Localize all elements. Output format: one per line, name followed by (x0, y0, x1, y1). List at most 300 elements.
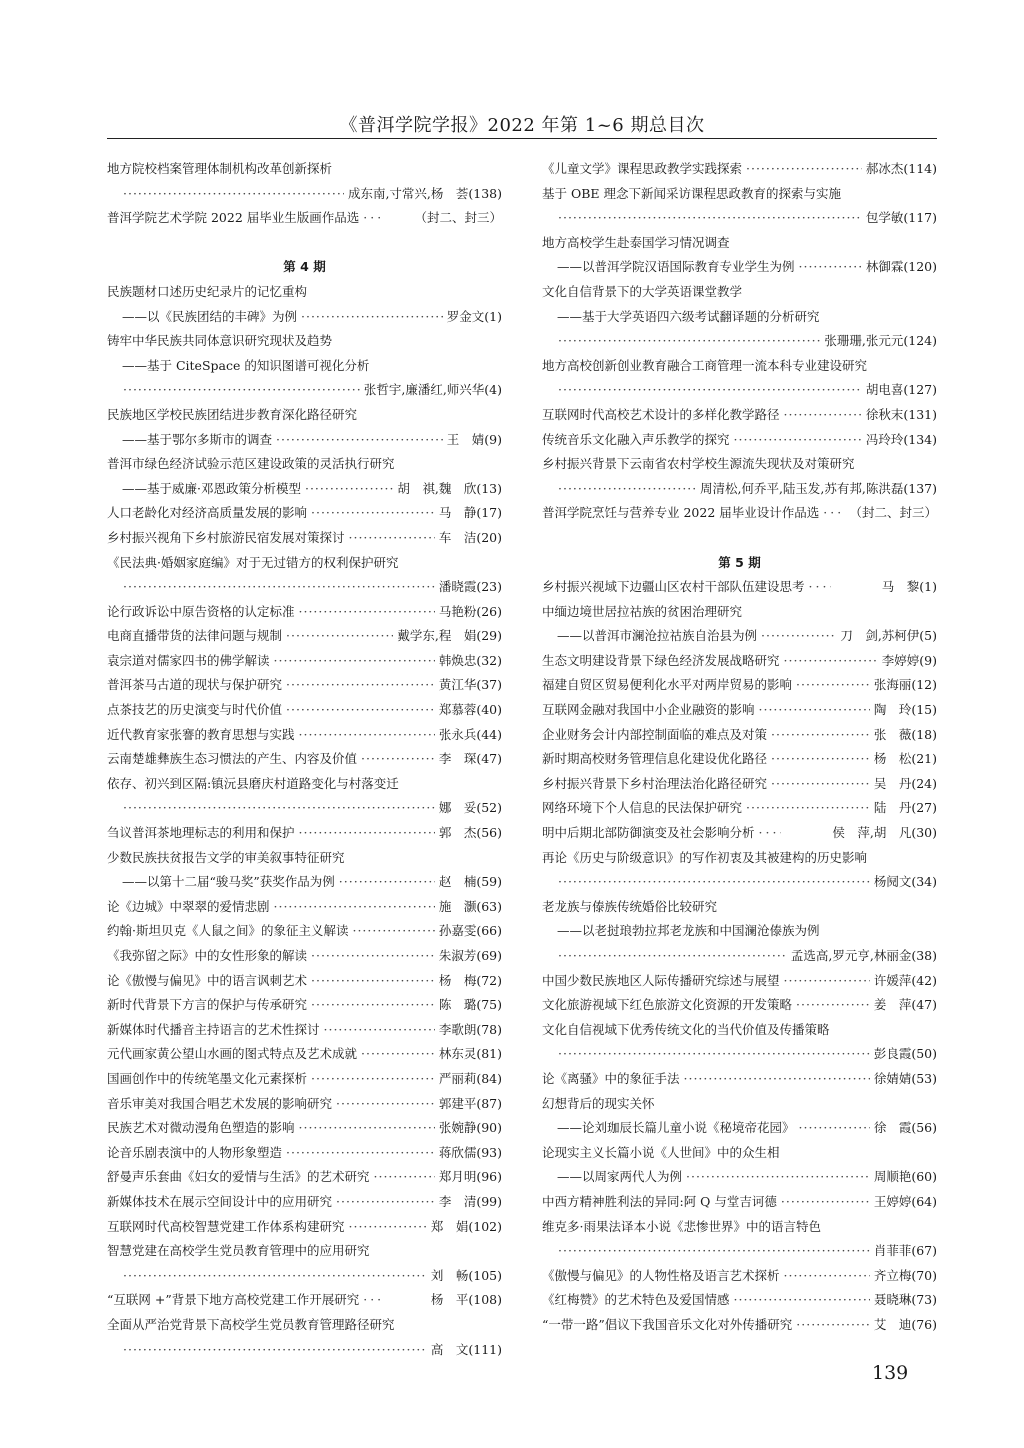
leader-dots (352, 919, 434, 944)
article-title-text: ——基于大学英语四六级考试翻译题的分析研究 (557, 308, 820, 324)
author-page-ref: 张珊珊,张元元(124) (824, 333, 937, 349)
article-title-text: 袁宗道对儒家四书的佛学解读 (107, 652, 270, 668)
toc-entry (107, 993, 502, 1018)
author-page-ref: 聂晓琳(73) (873, 1292, 937, 1308)
leader-dots (361, 747, 435, 772)
article-title-text: ——论刘珈辰长篇儿童小说《秘境帝花园》 (557, 1120, 795, 1136)
leader-dots (761, 624, 836, 649)
author-page-ref: 郭 杰(56) (438, 825, 502, 841)
leader-dots (123, 182, 344, 207)
leader-dots (274, 649, 435, 674)
author-page-ref: 张永兵(44) (438, 726, 502, 742)
author-page-ref: 周顺艳(60) (873, 1169, 937, 1185)
article-title-text: 文化自信视域下优秀传统文化的当代价值及传播策略 (542, 1021, 830, 1037)
toc-entry (542, 1165, 937, 1190)
author-page-ref: 周清松,何乔平,陆玉发,苏有邦,陈洪磊(137) (699, 480, 937, 496)
article-title-text: 中缅边境世居拉祜族的贫困治理研究 (542, 603, 743, 619)
leader-dots (759, 821, 781, 846)
leader-dots (349, 1215, 427, 1240)
article-title-text: 普洱茶马古道的现状与保护研究 (107, 677, 283, 693)
leader-dots (558, 378, 862, 403)
author-page-ref: 施 灏(63) (438, 898, 502, 914)
leader-dots (286, 1141, 435, 1166)
toc-entry (542, 993, 937, 1018)
article-title-text: 铸牢中华民族共同体意识研究现状及趋势 (107, 333, 333, 349)
article-title-text: “互联网 +”背景下地方高校党建工作开展研究 (107, 1292, 360, 1308)
leader-dots (311, 993, 435, 1018)
article-title-text: ——以《民族团结的丰碑》为例 (122, 308, 298, 324)
toc-entry (542, 1067, 937, 1092)
article-title-text: 民族艺术对微动漫角色塑造的影响 (107, 1120, 295, 1136)
article-author-line (107, 575, 502, 600)
leader-dots (286, 698, 435, 723)
article-title-text: 论《边城》中翠翠的爱情悲剧 (107, 898, 270, 914)
leader-dots (771, 747, 870, 772)
article-title-text: 互联网金融对我国中小企业融资的影响 (542, 702, 755, 718)
article-title (542, 846, 937, 871)
leader-dots (374, 1165, 435, 1190)
issue-heading: 第 4 期 (283, 259, 326, 275)
article-title-text: 近代教育家张謇的教育思想与实践 (107, 726, 295, 742)
leader-dots (363, 206, 385, 231)
author-page-ref: （封二、封三） (849, 505, 937, 521)
toc-entry (542, 723, 937, 748)
leader-dots (123, 1338, 427, 1363)
toc-entry (107, 649, 502, 674)
author-page-ref: （封二、封三） (414, 210, 502, 226)
leader-dots (311, 1067, 435, 1092)
article-title-text: 电商直播带货的法律问题与规制 (107, 628, 283, 644)
author-page-ref: 杨 平(108) (430, 1292, 502, 1308)
leader-dots (771, 723, 870, 748)
toc-right-column (542, 157, 937, 1338)
toc-entry (107, 1215, 502, 1240)
author-page-ref: 许媛萍(42) (873, 972, 937, 988)
toc-entry (107, 1116, 502, 1141)
author-page-ref: 胡 祺,魏 欣(13) (397, 480, 502, 496)
leader-dots (301, 305, 443, 330)
author-page-ref: 肖菲菲(67) (873, 1243, 937, 1259)
leader-dots (349, 526, 435, 551)
article-author-line (542, 378, 937, 403)
article-title-text: 新时代背景下方言的保护与传承研究 (107, 997, 308, 1013)
article-title (107, 280, 502, 305)
toc-entry (107, 428, 502, 453)
leader-dots (771, 772, 870, 797)
article-title-text: 文化旅游视域下红色旅游文化资源的开发策略 (542, 997, 793, 1013)
author-page-ref: 杨 松(21) (873, 751, 937, 767)
article-title (542, 1018, 937, 1043)
section-spacer (107, 231, 502, 256)
leader-dots (286, 673, 435, 698)
article-author-line (107, 1264, 502, 1289)
author-page-ref: 林御霖(120) (865, 259, 937, 275)
article-author-line (542, 944, 937, 969)
leader-dots (796, 673, 870, 698)
author-page-ref: 刘 畅(105) (430, 1267, 502, 1283)
article-title-text: 约翰·斯坦贝克《人鼠之间》的象征主义解读 (107, 923, 349, 939)
article-author-line (542, 206, 937, 231)
article-author-line (542, 477, 937, 502)
toc-entry (107, 944, 502, 969)
article-title-text: 再论《历史与阶级意识》的写作初衷及其被建构的历史影响 (542, 849, 868, 865)
toc-entry (107, 919, 502, 944)
author-page-ref: 侯 萍,胡 凡(30) (832, 825, 937, 841)
article-author-line (542, 1239, 937, 1264)
article-title-text: ——以普洱学院汉语国际教育专业学生为例 (557, 259, 795, 275)
leader-dots (299, 821, 435, 846)
author-page-ref: 郝冰杰(114) (865, 161, 937, 176)
article-title-text: ——基于鄂尔多斯市的调查 (122, 431, 273, 447)
toc-entry (107, 1067, 502, 1092)
leader-dots (274, 895, 435, 920)
article-title-text: 云南楚雄彝族生态习惯法的产生、内容及价值 (107, 751, 358, 767)
toc-entry (107, 1042, 502, 1067)
author-page-ref: 蒋欣儒(93) (438, 1144, 502, 1160)
author-page-ref: 陈 璐(75) (438, 997, 502, 1013)
toc-entry (107, 698, 502, 723)
author-page-ref: 车 洁(20) (438, 529, 502, 545)
author-page-ref: 韩焕忠(32) (438, 652, 502, 668)
article-title-text: 全面从严治党背景下高校学生党员教育管理路径研究 (107, 1316, 395, 1332)
article-title-text: 老龙族与傣族传统婚俗比较研究 (542, 898, 718, 914)
toc-entry (542, 821, 937, 846)
toc-entry (107, 673, 502, 698)
leader-dots (123, 575, 435, 600)
toc-entry (542, 747, 937, 772)
leader-dots (363, 1288, 385, 1313)
page-number: 139 (872, 1362, 909, 1384)
author-page-ref: 徐 霞(56) (873, 1120, 937, 1136)
author-page-ref: 包学敏(117) (865, 210, 937, 226)
toc-entry (107, 526, 502, 551)
article-title-text: 基于 OBE 理念下新闻采访课程思政教育的探索与实施 (542, 185, 842, 201)
toc-entry (542, 772, 937, 797)
article-title-text: 《红梅赞》的艺术特色及爱国情感 (542, 1292, 730, 1308)
leader-dots (123, 378, 360, 403)
article-title-text: 民族题材口述历史纪录片的记忆重构 (107, 283, 308, 299)
article-title-text: 中国少数民族地区人际传播研究综述与展望 (542, 972, 780, 988)
toc-entry (542, 157, 937, 182)
article-title-text: 《傲慢与偏见》的人物性格及语言艺术探析 (542, 1267, 780, 1283)
article-title-text: ——以第十二届“骏马奖”获奖作品为例 (122, 874, 335, 890)
leader-dots (784, 403, 862, 428)
author-page-ref: 郑 娟(102) (430, 1218, 502, 1234)
article-author-line (542, 870, 937, 895)
leader-dots (305, 477, 393, 502)
toc-entry (107, 821, 502, 846)
author-page-ref: 郑月明(96) (438, 1169, 502, 1185)
leader-dots (123, 796, 435, 821)
article-title-text: ——基于 CiteSpace 的知识图谱可视化分析 (122, 357, 370, 373)
toc-entry (107, 624, 502, 649)
article-title-text: 新媒体时代播音主持语言的艺术性探讨 (107, 1021, 320, 1037)
article-author-line (542, 329, 937, 354)
leader-dots (324, 1018, 435, 1043)
article-title-text: 普洱学院艺术学院 2022 届毕业生版画作品选 (107, 210, 360, 226)
article-title-text: 普洱学院烹饪与营养专业 2022 届毕业设计作品选 (542, 505, 820, 521)
author-page-ref: 胡电喜(127) (865, 382, 937, 398)
article-title-text: 维克多·雨果法译本小说《悲惨世界》中的语言特色 (542, 1218, 821, 1234)
article-title-text: 普洱市绿色经济试验示范区建设政策的灵活执行研究 (107, 456, 395, 472)
author-page-ref: 孙嘉雯(66) (438, 923, 502, 939)
leader-dots (799, 255, 862, 280)
article-title-text: ——以老挝琅勃拉邦老龙族和中国澜沧傣族为例 (557, 923, 820, 939)
author-page-ref: 李 琛(47) (438, 751, 502, 767)
leader-dots (558, 944, 787, 969)
leader-dots (286, 624, 393, 649)
toc-entry (107, 1190, 502, 1215)
leader-dots (299, 600, 435, 625)
author-page-ref: 王婷婷(64) (873, 1193, 937, 1209)
article-title (542, 280, 937, 305)
author-page-ref: 戴学东,程 娟(29) (397, 628, 502, 644)
toc-entry (107, 305, 502, 330)
article-title-text: ——以周家两代人为例 (557, 1169, 683, 1185)
leader-dots (558, 206, 862, 231)
article-title-text: 传统音乐文化融入声乐教学的探究 (542, 431, 730, 447)
article-title-text: ——以普洱市澜沧拉祜族自治县为例 (557, 628, 758, 644)
article-title (542, 452, 937, 477)
toc-left-column (107, 157, 502, 1362)
leader-dots (781, 1190, 870, 1215)
leader-dots (558, 329, 820, 354)
header-rule (107, 138, 937, 139)
toc-entry (542, 1313, 937, 1338)
article-title-text: 中西方精神胜利法的异同:阿 Q 与堂吉诃德 (542, 1193, 777, 1209)
author-page-ref: 马 黎(1) (881, 579, 937, 595)
article-subtitle (107, 354, 502, 379)
toc-entry (542, 428, 937, 453)
article-title (542, 1141, 937, 1166)
leader-dots (796, 993, 870, 1018)
leader-dots (558, 1042, 870, 1067)
article-title-text: 乡村振兴视角下乡村旅游民宿发展对策探讨 (107, 529, 345, 545)
article-title-text: 论音乐剧表演中的人物形象塑造 (107, 1144, 283, 1160)
page-header-title: 《普洱学院学报》2022 年第 1~6 期总目次 (339, 115, 705, 136)
leader-dots (799, 1116, 870, 1141)
article-author-line (107, 1338, 502, 1363)
article-title-text: 生态文明建设背景下绿色经济发展战略研究 (542, 652, 780, 668)
article-title-text: 幻想背后的现实关怀 (542, 1095, 655, 1111)
article-title-text: 人口老龄化对经济高质量发展的影响 (107, 505, 308, 521)
author-page-ref: 李歌朗(78) (438, 1021, 502, 1037)
leader-dots (276, 428, 443, 453)
article-title-text: 刍议普洱茶地理标志的利用和保护 (107, 825, 295, 841)
article-title (107, 452, 502, 477)
article-title-text: “一带一路”倡议下我国音乐文化对外传播研究 (542, 1316, 793, 1332)
author-page-ref: 郭建平(87) (438, 1095, 502, 1111)
author-page-ref: 刀 剑,苏柯伊(5) (840, 628, 937, 644)
toc-entry (542, 1264, 937, 1289)
toc-entry (542, 1190, 937, 1215)
author-page-ref: 张哲宇,廉潘红,师兴华(4) (363, 382, 502, 398)
section-spacer (542, 526, 937, 551)
leader-dots (558, 477, 696, 502)
article-subtitle (542, 305, 937, 330)
toc-entry (107, 747, 502, 772)
leader-dots (823, 501, 845, 526)
author-page-ref: 张婉静(90) (438, 1120, 502, 1136)
article-title-text: 乡村振兴视域下边疆山区农村干部队伍建设思考 (542, 579, 805, 595)
article-title (107, 846, 502, 871)
article-title-text: 元代画家黄公望山水画的图式特点及艺术成就 (107, 1046, 358, 1062)
leader-dots (734, 428, 862, 453)
toc-entry (542, 969, 937, 994)
article-title-text: 论《傲慢与偏见》中的语言讽刺艺术 (107, 972, 308, 988)
article-title-text: 乡村振兴背景下乡村治理法治化路径研究 (542, 775, 768, 791)
leader-dots (784, 1264, 870, 1289)
article-title-text: 音乐审美对我国合唱艺术发展的影响研究 (107, 1095, 333, 1111)
article-title-text: ——基于威廉·邓恩政策分析模型 (122, 480, 301, 496)
author-page-ref: 李 清(99) (438, 1193, 502, 1209)
article-title-text: 点茶技艺的历史演变与时代价值 (107, 702, 283, 718)
author-page-ref: 潘晓霞(23) (438, 579, 502, 595)
toc-entry (107, 723, 502, 748)
author-page-ref: 杨 梅(72) (438, 972, 502, 988)
article-title (542, 354, 937, 379)
leader-dots (784, 649, 878, 674)
issue-heading: 第 5 期 (718, 554, 761, 570)
article-author-line (542, 1042, 937, 1067)
toc-entry (107, 477, 502, 502)
article-title (542, 182, 937, 207)
leader-dots (684, 1067, 870, 1092)
article-title (107, 772, 502, 797)
toc-entry (542, 1288, 937, 1313)
article-title-text: 论《离骚》中的象征手法 (542, 1070, 680, 1086)
leader-dots (746, 157, 862, 182)
author-page-ref: 艾 迪(76) (873, 1316, 937, 1332)
article-title (107, 403, 502, 428)
toc-entry (107, 1092, 502, 1117)
article-title-text: 福建自贸区贸易便利化水平对两岸贸易的影响 (542, 677, 793, 693)
toc-entry (542, 403, 937, 428)
author-page-ref: 严丽莉(84) (438, 1070, 502, 1086)
article-title-text: 国画创作中的传统笔墨文化元素探析 (107, 1070, 308, 1086)
article-author-line (107, 378, 502, 403)
author-page-ref: 马 静(17) (438, 505, 502, 521)
author-page-ref: 徐婧婧(53) (873, 1070, 937, 1086)
leader-dots (336, 1190, 435, 1215)
toc-entry (107, 206, 502, 231)
article-title (542, 600, 937, 625)
leader-dots (361, 1042, 435, 1067)
article-title-text: 舒曼声乐套曲《妇女的爱情与生活》的艺术研究 (107, 1169, 370, 1185)
toc-entry (107, 1141, 502, 1166)
leader-dots (759, 698, 870, 723)
toc-entry (542, 649, 937, 674)
leader-dots (746, 796, 870, 821)
leader-dots (311, 944, 435, 969)
article-title-text: 《我弥留之际》中的女性形象的解读 (107, 948, 308, 963)
article-title-text: 地方高校创新创业教育融合工商管理一流本科专业建设研究 (542, 357, 868, 373)
article-title-text: 乡村振兴背景下云南省农村学校生源流失现状及对策研究 (542, 456, 855, 472)
author-page-ref: 成东南,寸常兴,杨 荟(138) (347, 185, 502, 201)
article-title-text: 少数民族扶贫报告文学的审美叙事特征研究 (107, 849, 345, 865)
toc-entry (542, 624, 937, 649)
author-page-ref: 罗金文(1) (446, 308, 502, 324)
toc-entry (107, 1018, 502, 1043)
article-title-text: 互联网时代高校智慧党建工作体系构建研究 (107, 1218, 345, 1234)
toc-entry (542, 673, 937, 698)
leader-dots (558, 870, 870, 895)
toc-entry (542, 698, 937, 723)
author-page-ref: 张 薇(18) (873, 726, 937, 742)
author-page-ref: 赵 楠(59) (438, 874, 502, 890)
toc-entry (107, 1288, 502, 1313)
author-page-ref: 杨阋文(34) (873, 874, 937, 890)
article-title-text: 依存、初兴到区隔:镇沅县磨庆村道路变化与村落变迁 (107, 775, 399, 791)
author-page-ref: 李婷婷(9) (881, 652, 937, 668)
leader-dots (686, 1165, 870, 1190)
article-title-text: 文化自信背景下的大学英语课堂教学 (542, 283, 743, 299)
leader-dots (123, 1264, 427, 1289)
toc-entry (542, 1116, 937, 1141)
leader-dots (558, 1239, 870, 1264)
author-page-ref: 陆 丹(27) (873, 800, 937, 816)
article-title (542, 231, 937, 256)
author-page-ref: 郑慕蓉(40) (438, 702, 502, 718)
author-page-ref: 姜 萍(47) (873, 997, 937, 1013)
article-title-text: 智慧党建在高校学生党员教育管理中的应用研究 (107, 1243, 370, 1259)
leader-dots (809, 575, 831, 600)
article-title-text: 明中后期北部防御演变及社会影响分析 (542, 825, 755, 841)
author-page-ref: 陶 玲(15) (873, 702, 937, 718)
author-page-ref: 孟选高,罗元亨,林丽金(38) (790, 948, 937, 963)
leader-dots (796, 1313, 870, 1338)
author-page-ref: 马艳粉(26) (438, 603, 502, 619)
toc-entry (107, 501, 502, 526)
toc-entry (107, 600, 502, 625)
author-page-ref: 林东灵(81) (438, 1046, 502, 1062)
toc-entry (107, 1165, 502, 1190)
toc-entry (542, 255, 937, 280)
article-title-text: 《儿童文学》课程思政教学实践探索 (542, 161, 743, 176)
leader-dots (299, 1116, 435, 1141)
article-title-text: 网络环境下个人信息的民法保护研究 (542, 800, 743, 816)
article-title-text: 企业财务会计内部控制面临的难点及对策 (542, 726, 768, 742)
toc-entry (542, 575, 937, 600)
toc-entry (107, 870, 502, 895)
article-title-text: 论现实主义长篇小说《人世间》中的众生相 (542, 1144, 780, 1160)
article-title (542, 895, 937, 920)
toc-entry (107, 969, 502, 994)
leader-dots (336, 1092, 435, 1117)
author-page-ref: 吴 丹(24) (873, 775, 937, 791)
author-page-ref: 冯玲玲(134) (865, 431, 937, 447)
article-title-text: 新媒体技术在展示空间设计中的应用研究 (107, 1193, 333, 1209)
article-title-text: 论行政诉讼中原告资格的认定标准 (107, 603, 295, 619)
author-page-ref: 娜 妥(52) (438, 800, 502, 816)
article-title-text: 地方高校学生赴泰国学习情况调查 (542, 234, 730, 250)
leader-dots (339, 870, 435, 895)
leader-dots (784, 969, 870, 994)
author-page-ref: 高 文(111) (430, 1341, 502, 1357)
leader-dots (311, 969, 435, 994)
author-page-ref: 徐秋末(131) (865, 406, 937, 422)
article-title-text: 新时期高校财务管理信息化建设优化路径 (542, 751, 768, 767)
article-title (107, 1239, 502, 1264)
toc-entry (107, 895, 502, 920)
article-title (107, 551, 502, 576)
article-author-line (107, 796, 502, 821)
leader-dots (734, 1288, 870, 1313)
author-page-ref: 黄江华(37) (438, 677, 502, 693)
article-title (542, 1092, 937, 1117)
article-title-text: 民族地区学校民族团结进步教育深化路径研究 (107, 406, 358, 422)
author-page-ref: 彭良霞(50) (873, 1046, 937, 1062)
